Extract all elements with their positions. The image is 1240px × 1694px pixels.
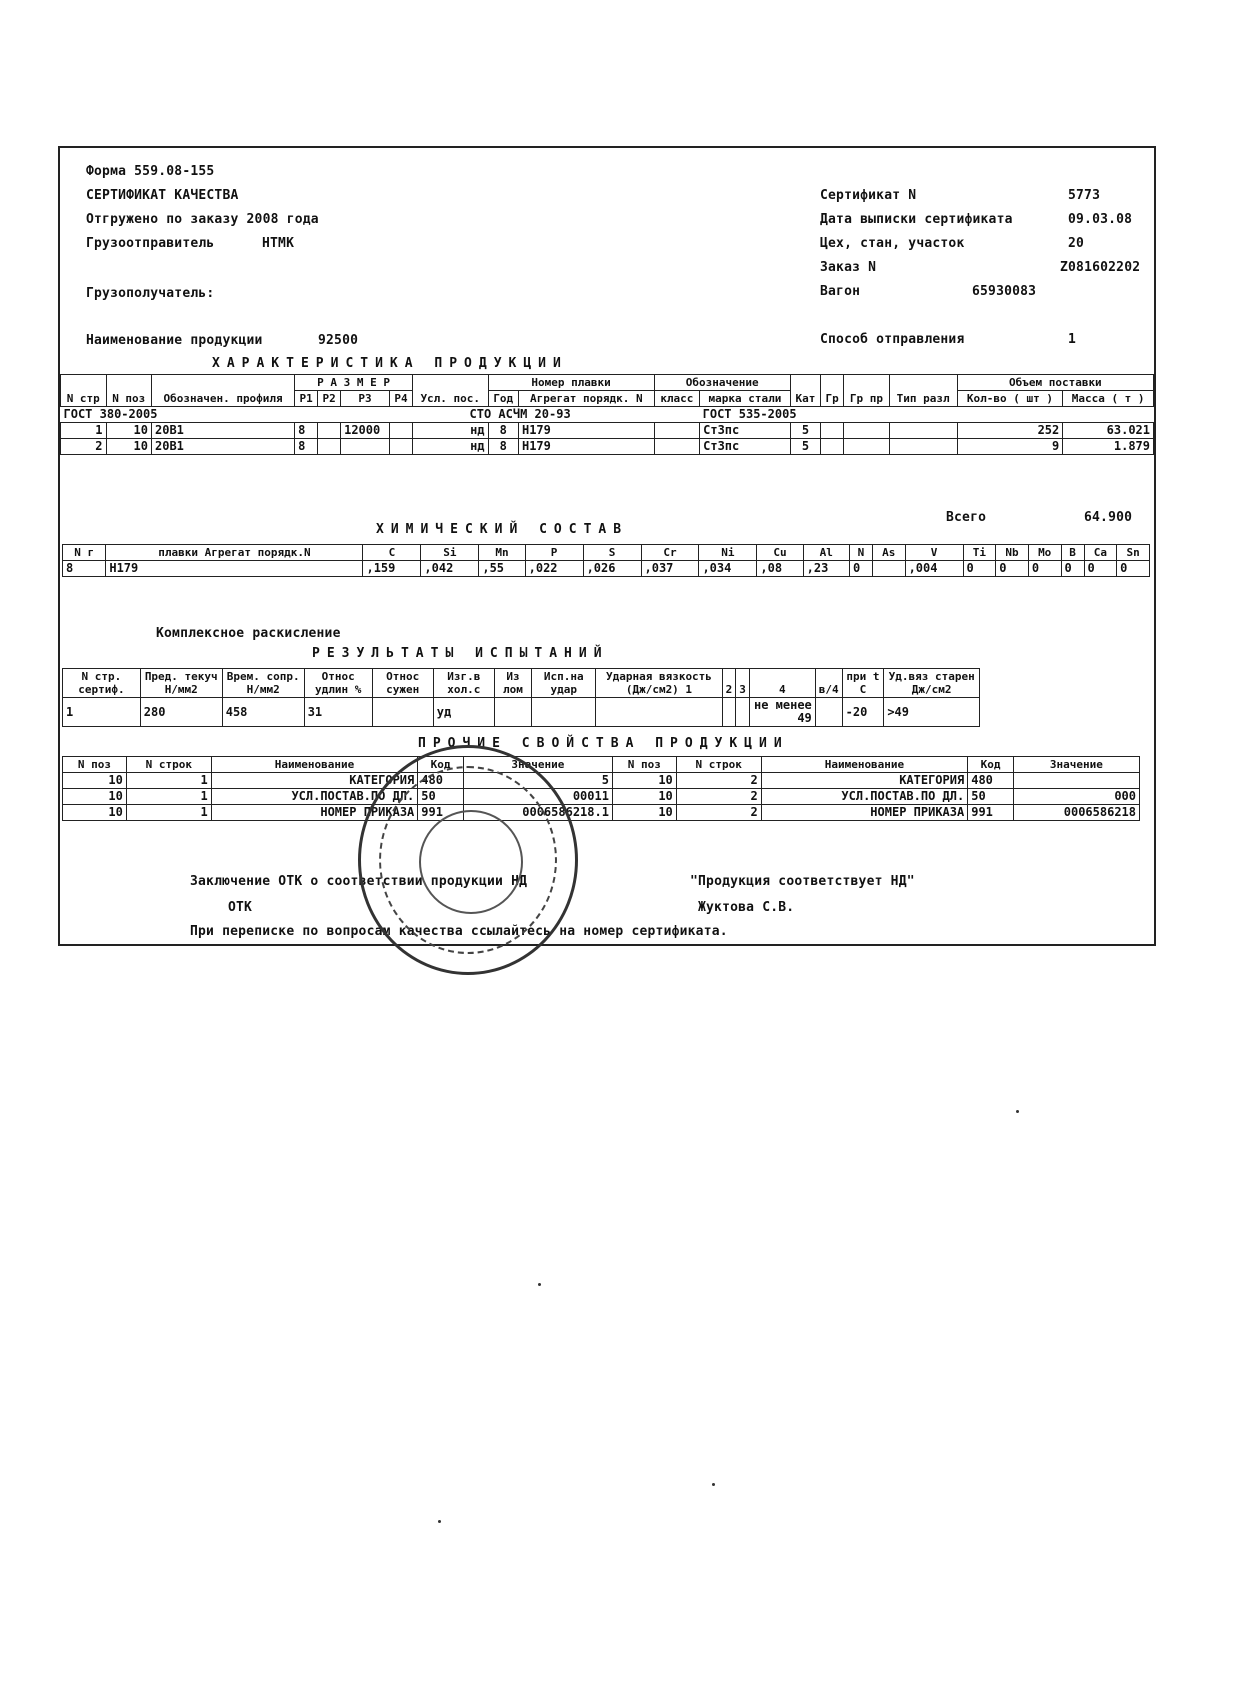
- col-header: P1: [295, 391, 318, 407]
- cell: [390, 439, 413, 455]
- shipped-order: Отгружено по заказу 2008 года: [86, 212, 319, 227]
- cell: 9: [957, 439, 1063, 455]
- col-header: Агрегат порядк. N: [518, 391, 654, 407]
- col-header: Cr: [641, 545, 699, 561]
- cell: 50: [968, 789, 1014, 805]
- cell: [889, 423, 957, 439]
- col-header: N строк: [126, 757, 211, 773]
- col-header: Ni: [699, 545, 757, 561]
- cell: НОМЕР ПРИКАЗА: [761, 805, 968, 821]
- other-properties-table: [62, 756, 1140, 821]
- cell: НОМЕР ПРИКАЗА: [211, 805, 418, 821]
- scan-speck: [1016, 1110, 1019, 1113]
- cell: КАТЕГОРИЯ: [211, 773, 418, 789]
- col-header: Cu: [757, 545, 803, 561]
- col-header: Sn: [1117, 545, 1150, 561]
- shipper-label: Грузоотправитель: [86, 236, 215, 251]
- scan-speck: [438, 1520, 441, 1523]
- col-header: в/4: [815, 669, 842, 698]
- form-number: Форма 559.08-155: [86, 164, 215, 179]
- order-label: Заказ N: [820, 260, 877, 275]
- chemistry-title: ХИМИЧЕСКИЙ СОСТАВ: [376, 522, 629, 537]
- cell: Ст3пс: [700, 439, 791, 455]
- cell: ,026: [583, 561, 641, 577]
- col-header: B: [1061, 545, 1084, 561]
- cell: 2: [61, 439, 107, 455]
- issue-date-label: Дата выписки сертификата: [820, 212, 1013, 227]
- cell: 1: [61, 423, 107, 439]
- col-header: Кол-во ( шт ): [957, 391, 1063, 407]
- col-header: P4: [390, 391, 413, 407]
- col-header: As: [872, 545, 905, 561]
- razmer-header: Р А З М Е Р: [295, 375, 413, 391]
- cell: 0006586218: [1013, 805, 1139, 821]
- table-row: [63, 773, 1140, 789]
- col-header: при t С: [842, 669, 884, 698]
- cell: 10: [106, 439, 152, 455]
- col-header: Nb: [996, 545, 1029, 561]
- col-header: Пред. текуч Н/мм2: [140, 669, 222, 698]
- col-header: Si: [421, 545, 479, 561]
- col-header: Код: [968, 757, 1014, 773]
- official-stamp: [358, 745, 578, 975]
- cell: 2: [676, 773, 761, 789]
- cell: 0: [1028, 561, 1061, 577]
- cell: 0006586218.1: [463, 805, 612, 821]
- cell: [318, 439, 341, 455]
- col-header: Масса ( т ): [1063, 391, 1154, 407]
- col-header: N стр: [61, 375, 107, 407]
- tests-table: [62, 668, 980, 727]
- ship-method-value: 1: [1068, 332, 1077, 347]
- cell: 480: [418, 773, 464, 789]
- cell: [889, 439, 957, 455]
- cell: Н179: [518, 439, 654, 455]
- other-title: ПРОЧИЕ СВОЙСТВА ПРОДУКЦИИ: [418, 736, 789, 751]
- cell: 8: [295, 439, 318, 455]
- col-header: Ca: [1084, 545, 1117, 561]
- col-header: Обозначен. профиля: [152, 375, 295, 407]
- table-row: [63, 805, 1140, 821]
- cell: 00011: [463, 789, 612, 805]
- cell: ,022: [525, 561, 583, 577]
- cell: [872, 561, 905, 577]
- cell: [1013, 773, 1139, 789]
- scan-speck: [538, 1283, 541, 1286]
- cell: 8: [488, 439, 518, 455]
- cell: 480: [968, 773, 1014, 789]
- col-header: P2: [318, 391, 341, 407]
- cell: 458: [222, 698, 304, 727]
- cell: 2: [676, 805, 761, 821]
- cell: 280: [140, 698, 222, 727]
- col-header: Значение: [1013, 757, 1139, 773]
- col-header: N строк: [676, 757, 761, 773]
- cell: 0: [1084, 561, 1117, 577]
- cell: 8: [488, 423, 518, 439]
- cell: ,042: [421, 561, 479, 577]
- cell: 31: [304, 698, 372, 727]
- otk-conclusion: "Продукция соответствует НД": [690, 874, 915, 889]
- cell: 50: [418, 789, 464, 805]
- cell: Н179: [106, 561, 363, 577]
- cell: [532, 698, 596, 727]
- col-header: Тип разл: [889, 375, 957, 407]
- issue-date: 09.03.08: [1068, 212, 1133, 227]
- cell: ,004: [905, 561, 963, 577]
- cell: [844, 439, 890, 455]
- chemistry-table: [62, 544, 1150, 577]
- col-header: S: [583, 545, 641, 561]
- col-header: Уд.вяз старен Дж/см2: [884, 669, 980, 698]
- cell: 1: [126, 773, 211, 789]
- col-header: Гр пр: [844, 375, 890, 407]
- otk-inspector: Жуктова С.В.: [698, 900, 795, 915]
- scan-speck: [712, 1483, 715, 1486]
- otk-label: ОТК: [228, 900, 253, 915]
- cell: 10: [106, 423, 152, 439]
- total-label: Всего: [946, 510, 987, 525]
- cell: [390, 423, 413, 439]
- document-title: СЕРТИФИКАТ КАЧЕСТВА: [86, 188, 239, 203]
- stamp-core-ring: [419, 810, 523, 914]
- table-row: [63, 789, 1140, 805]
- col-header: 4: [749, 669, 815, 698]
- col-header: Наименование: [211, 757, 418, 773]
- shipper-value: НТМК: [262, 236, 295, 251]
- col-header: Al: [803, 545, 849, 561]
- col-header: класс: [654, 391, 700, 407]
- standard: ГОСТ 380-2005: [61, 407, 341, 423]
- cell: 252: [957, 423, 1063, 439]
- col-header: Mo: [1028, 545, 1061, 561]
- cell: [596, 698, 722, 727]
- cell: 20В1: [152, 439, 295, 455]
- cell: 0: [1061, 561, 1084, 577]
- correspondence-note: При переписке по вопросам качества ссылайтесь на номер сертификата.: [190, 924, 728, 939]
- col-header: марка стали: [700, 391, 791, 407]
- deoxidation-note: Комплексное раскисление: [156, 626, 341, 641]
- shop-value: 20: [1068, 236, 1085, 251]
- col-header: Ударная вязкость (Дж/см2) 1: [596, 669, 722, 698]
- col-header: плавки Агрегат порядк.N: [106, 545, 363, 561]
- cell: [494, 698, 531, 727]
- cell: 0: [963, 561, 996, 577]
- cell: Ст3пс: [700, 423, 791, 439]
- col-header: 2: [722, 669, 736, 698]
- cert-number-label: Сертификат N: [820, 188, 917, 203]
- col-header: N поз: [106, 375, 152, 407]
- cell: [815, 698, 842, 727]
- col-header: Гр: [821, 375, 844, 407]
- cell: ,55: [479, 561, 525, 577]
- cell: уд: [433, 698, 494, 727]
- cell: 1: [126, 789, 211, 805]
- total-value: 64.900: [1084, 510, 1133, 525]
- cell: 000: [1013, 789, 1139, 805]
- characteristics-table: [60, 374, 1154, 455]
- cell: 1: [126, 805, 211, 821]
- col-header: 3: [736, 669, 750, 698]
- product-value: 92500: [318, 333, 359, 348]
- cell: 0: [1117, 561, 1150, 577]
- cell: КАТЕГОРИЯ: [761, 773, 968, 789]
- standard: ГОСТ 535-2005: [700, 407, 1154, 423]
- cell: [318, 423, 341, 439]
- cell: [654, 423, 700, 439]
- cell: 0: [996, 561, 1029, 577]
- cell: [821, 439, 844, 455]
- ship-method-label: Способ отправления: [820, 332, 965, 347]
- cell: 991: [418, 805, 464, 821]
- cell: -20: [842, 698, 884, 727]
- cell: >49: [884, 698, 980, 727]
- cell: 63.021: [1063, 423, 1154, 439]
- table-row: [61, 423, 1154, 439]
- col-header: P: [525, 545, 583, 561]
- table-row: [61, 439, 1154, 455]
- cell: ,159: [363, 561, 421, 577]
- cell: 5: [463, 773, 612, 789]
- volume-header: Объем поставки: [957, 375, 1153, 391]
- table-row: [63, 698, 980, 727]
- cell: 10: [612, 805, 676, 821]
- cell: ,23: [803, 561, 849, 577]
- cell: 5: [790, 439, 820, 455]
- otk-conclusion-label: Заключение ОТК о соответствии продукции НД: [190, 874, 528, 889]
- cell: 10: [612, 773, 676, 789]
- wagon-label: Вагон: [820, 284, 861, 299]
- cell: 8: [295, 423, 318, 439]
- col-header: N г: [63, 545, 106, 561]
- col-header: Врем. сопр. Н/мм2: [222, 669, 304, 698]
- col-header: Год: [488, 391, 518, 407]
- col-header: Относ удлин %: [304, 669, 372, 698]
- cert-number: 5773: [1068, 188, 1101, 203]
- product-label: Наименование продукции: [86, 333, 263, 348]
- col-header: C: [363, 545, 421, 561]
- cell: [722, 698, 736, 727]
- cell: 12000: [341, 423, 390, 439]
- cell: 10: [63, 805, 127, 821]
- cell: 20В1: [152, 423, 295, 439]
- cell: 0: [849, 561, 872, 577]
- col-header: Усл. пос.: [412, 375, 488, 407]
- col-header: V: [905, 545, 963, 561]
- col-header: Кат: [790, 375, 820, 407]
- cell: 2: [676, 789, 761, 805]
- cell: Н179: [518, 423, 654, 439]
- cell: 5: [790, 423, 820, 439]
- cell: 10: [63, 789, 127, 805]
- col-header: Относ сужен: [372, 669, 433, 698]
- cell: [654, 439, 700, 455]
- cell: 1.879: [1063, 439, 1154, 455]
- tests-title: РЕЗУЛЬТАТЫ ИСПЫТАНИЙ: [312, 646, 609, 661]
- cell: УСЛ.ПОСТАВ.ПО ДЛ.: [211, 789, 418, 805]
- cell: [736, 698, 750, 727]
- cell: ,037: [641, 561, 699, 577]
- col-header: Исп.на удар: [532, 669, 596, 698]
- table-row: [63, 561, 1150, 577]
- cell: [341, 439, 390, 455]
- col-header: N: [849, 545, 872, 561]
- order-value: Z081602202: [1060, 260, 1141, 275]
- cell: УСЛ.ПОСТАВ.ПО ДЛ.: [761, 789, 968, 805]
- col-header: Значение: [463, 757, 612, 773]
- col-header: N стр. сертиф.: [63, 669, 141, 698]
- cell: нд: [412, 439, 488, 455]
- cell: 10: [612, 789, 676, 805]
- cell: 10: [63, 773, 127, 789]
- col-header: Из лом: [494, 669, 531, 698]
- cell: 991: [968, 805, 1014, 821]
- cell: нд: [412, 423, 488, 439]
- consignee-label: Грузополучатель:: [86, 286, 215, 301]
- col-header: Ti: [963, 545, 996, 561]
- wagon-value: 65930083: [972, 284, 1037, 299]
- designation-header: Обозначение: [654, 375, 790, 391]
- col-header: N поз: [612, 757, 676, 773]
- col-header: Код: [418, 757, 464, 773]
- col-header: Наименование: [761, 757, 968, 773]
- cell: 1: [63, 698, 141, 727]
- cell: [821, 423, 844, 439]
- cell: ,08: [757, 561, 803, 577]
- col-header: Mn: [479, 545, 525, 561]
- col-header: P3: [341, 391, 390, 407]
- standard: СТО АСЧМ 20-93: [341, 407, 700, 423]
- shop-label: Цех, стан, участок: [820, 236, 965, 251]
- cell: [372, 698, 433, 727]
- plavka-header: Номер плавки: [488, 375, 654, 391]
- col-header: Изг.в хол.с: [433, 669, 494, 698]
- cell: не менее 49: [749, 698, 815, 727]
- cell: ,034: [699, 561, 757, 577]
- characteristics-title: ХАРАКТЕРИСТИКА ПРОДУКЦИИ: [212, 356, 568, 371]
- col-header: N поз: [63, 757, 127, 773]
- cell: [844, 423, 890, 439]
- cell: 8: [63, 561, 106, 577]
